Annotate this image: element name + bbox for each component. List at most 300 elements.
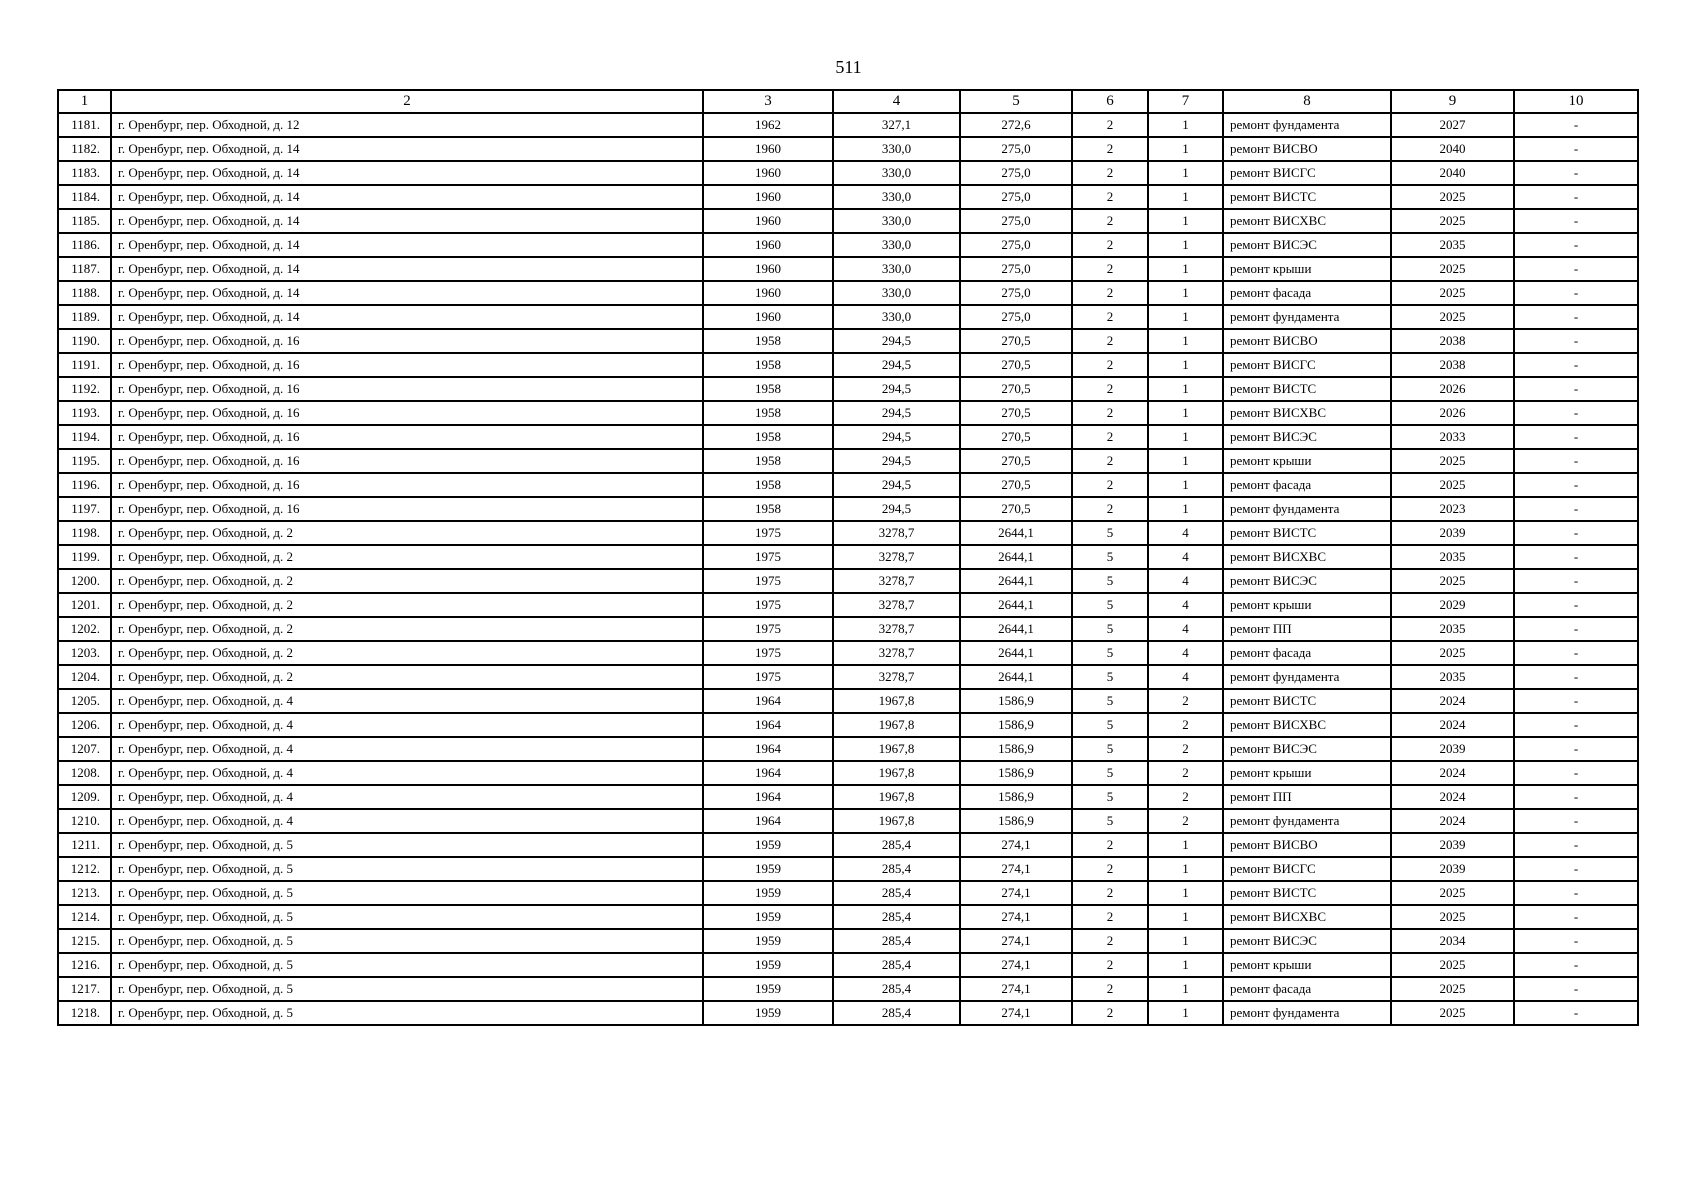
table-row xyxy=(58,185,1638,209)
year-cell: 1959 xyxy=(703,929,833,953)
entrances-cell: 1 xyxy=(1148,401,1223,425)
address-cell: г. Оренбург, пер. Обходной, д. 14 xyxy=(111,185,703,209)
work-type-cell: ремонт ПП xyxy=(1223,617,1391,641)
living-area-cell: 1586,9 xyxy=(960,737,1072,761)
living-area-cell: 1586,9 xyxy=(960,713,1072,737)
area-cell: 330,0 xyxy=(833,233,960,257)
row-number-cell: 1202. xyxy=(58,617,111,641)
table-row xyxy=(58,665,1638,689)
row-number-cell: 1197. xyxy=(58,497,111,521)
address-cell: г. Оренбург, пер. Обходной, д. 16 xyxy=(111,353,703,377)
floors-cell: 2 xyxy=(1072,425,1148,449)
note-cell: - xyxy=(1514,521,1638,545)
floors-cell: 2 xyxy=(1072,401,1148,425)
area-cell: 285,4 xyxy=(833,881,960,905)
address-cell: г. Оренбург, пер. Обходной, д. 4 xyxy=(111,809,703,833)
living-area-cell: 270,5 xyxy=(960,449,1072,473)
living-area-cell: 270,5 xyxy=(960,425,1072,449)
address-cell: г. Оренбург, пер. Обходной, д. 4 xyxy=(111,737,703,761)
year-cell: 1960 xyxy=(703,305,833,329)
row-number-cell: 1183. xyxy=(58,161,111,185)
plan-year-cell: 2025 xyxy=(1391,209,1514,233)
work-type-cell: ремонт фундамента xyxy=(1223,809,1391,833)
row-number-cell: 1198. xyxy=(58,521,111,545)
row-number-cell: 1199. xyxy=(58,545,111,569)
area-cell: 285,4 xyxy=(833,977,960,1001)
plan-year-cell: 2025 xyxy=(1391,1001,1514,1025)
table-row xyxy=(58,377,1638,401)
note-cell: - xyxy=(1514,857,1638,881)
address-cell: г. Оренбург, пер. Обходной, д. 2 xyxy=(111,521,703,545)
table-row xyxy=(58,521,1638,545)
living-area-cell: 275,0 xyxy=(960,305,1072,329)
area-cell: 294,5 xyxy=(833,473,960,497)
note-cell: - xyxy=(1514,665,1638,689)
note-cell: - xyxy=(1514,761,1638,785)
area-cell: 294,5 xyxy=(833,377,960,401)
address-cell: г. Оренбург, пер. Обходной, д. 5 xyxy=(111,953,703,977)
note-cell: - xyxy=(1514,953,1638,977)
address-cell: г. Оренбург, пер. Обходной, д. 14 xyxy=(111,209,703,233)
year-cell: 1958 xyxy=(703,449,833,473)
plan-year-cell: 2025 xyxy=(1391,185,1514,209)
floors-cell: 2 xyxy=(1072,449,1148,473)
area-cell: 3278,7 xyxy=(833,641,960,665)
area-cell: 3278,7 xyxy=(833,545,960,569)
area-cell: 1967,8 xyxy=(833,737,960,761)
entrances-cell: 1 xyxy=(1148,473,1223,497)
year-cell: 1959 xyxy=(703,977,833,1001)
entrances-cell: 1 xyxy=(1148,209,1223,233)
table-row xyxy=(58,257,1638,281)
table-row xyxy=(58,113,1638,137)
note-cell: - xyxy=(1514,833,1638,857)
area-cell: 330,0 xyxy=(833,257,960,281)
year-cell: 1964 xyxy=(703,785,833,809)
work-type-cell: ремонт фундамента xyxy=(1223,497,1391,521)
area-cell: 1967,8 xyxy=(833,761,960,785)
work-type-cell: ремонт ВИСХВС xyxy=(1223,905,1391,929)
work-type-cell: ремонт ВИСЭС xyxy=(1223,233,1391,257)
living-area-cell: 270,5 xyxy=(960,497,1072,521)
note-cell: - xyxy=(1514,425,1638,449)
entrances-cell: 1 xyxy=(1148,929,1223,953)
plan-year-cell: 2039 xyxy=(1391,833,1514,857)
table-row xyxy=(58,425,1638,449)
year-cell: 1960 xyxy=(703,209,833,233)
work-type-cell: ремонт фасада xyxy=(1223,473,1391,497)
area-cell: 330,0 xyxy=(833,305,960,329)
note-cell: - xyxy=(1514,977,1638,1001)
floors-cell: 5 xyxy=(1072,689,1148,713)
row-number-cell: 1201. xyxy=(58,593,111,617)
floors-cell: 2 xyxy=(1072,977,1148,1001)
note-cell: - xyxy=(1514,329,1638,353)
living-area-cell: 2644,1 xyxy=(960,617,1072,641)
plan-year-cell: 2029 xyxy=(1391,593,1514,617)
row-number-cell: 1212. xyxy=(58,857,111,881)
note-cell: - xyxy=(1514,305,1638,329)
work-type-cell: ремонт крыши xyxy=(1223,449,1391,473)
area-cell: 327,1 xyxy=(833,113,960,137)
table-row xyxy=(58,761,1638,785)
entrances-cell: 2 xyxy=(1148,761,1223,785)
year-cell: 1964 xyxy=(703,713,833,737)
entrances-cell: 2 xyxy=(1148,809,1223,833)
plan-year-cell: 2023 xyxy=(1391,497,1514,521)
entrances-cell: 1 xyxy=(1148,425,1223,449)
living-area-cell: 2644,1 xyxy=(960,593,1072,617)
address-cell: г. Оренбург, пер. Обходной, д. 12 xyxy=(111,113,703,137)
year-cell: 1962 xyxy=(703,113,833,137)
area-cell: 1967,8 xyxy=(833,713,960,737)
table-row xyxy=(58,497,1638,521)
area-cell: 3278,7 xyxy=(833,665,960,689)
note-cell: - xyxy=(1514,641,1638,665)
work-type-cell: ремонт ВИСВО xyxy=(1223,329,1391,353)
work-type-cell: ремонт ВИСГС xyxy=(1223,857,1391,881)
area-cell: 294,5 xyxy=(833,449,960,473)
living-area-cell: 270,5 xyxy=(960,377,1072,401)
work-type-cell: ремонт фундамента xyxy=(1223,665,1391,689)
living-area-cell: 274,1 xyxy=(960,857,1072,881)
work-type-cell: ремонт ВИСХВС xyxy=(1223,401,1391,425)
year-cell: 1958 xyxy=(703,473,833,497)
note-cell: - xyxy=(1514,257,1638,281)
table-row xyxy=(58,929,1638,953)
area-cell: 3278,7 xyxy=(833,521,960,545)
entrances-cell: 4 xyxy=(1148,545,1223,569)
table-row xyxy=(58,233,1638,257)
living-area-cell: 274,1 xyxy=(960,1001,1072,1025)
entrances-cell: 4 xyxy=(1148,521,1223,545)
address-cell: г. Оренбург, пер. Обходной, д. 4 xyxy=(111,761,703,785)
row-number-cell: 1206. xyxy=(58,713,111,737)
floors-cell: 5 xyxy=(1072,617,1148,641)
row-number-cell: 1186. xyxy=(58,233,111,257)
address-cell: г. Оренбург, пер. Обходной, д. 2 xyxy=(111,545,703,569)
year-cell: 1964 xyxy=(703,737,833,761)
note-cell: - xyxy=(1514,473,1638,497)
entrances-cell: 1 xyxy=(1148,137,1223,161)
address-cell: г. Оренбург, пер. Обходной, д. 4 xyxy=(111,713,703,737)
address-cell: г. Оренбург, пер. Обходной, д. 14 xyxy=(111,281,703,305)
row-number-cell: 1185. xyxy=(58,209,111,233)
column-header: 6 xyxy=(1072,90,1148,113)
plan-year-cell: 2024 xyxy=(1391,785,1514,809)
work-type-cell: ремонт крыши xyxy=(1223,257,1391,281)
living-area-cell: 270,5 xyxy=(960,401,1072,425)
work-type-cell: ремонт фасада xyxy=(1223,977,1391,1001)
floors-cell: 2 xyxy=(1072,137,1148,161)
living-area-cell: 270,5 xyxy=(960,353,1072,377)
note-cell: - xyxy=(1514,449,1638,473)
living-area-cell: 270,5 xyxy=(960,473,1072,497)
entrances-cell: 1 xyxy=(1148,977,1223,1001)
note-cell: - xyxy=(1514,377,1638,401)
entrances-cell: 1 xyxy=(1148,305,1223,329)
floors-cell: 5 xyxy=(1072,569,1148,593)
column-header: 10 xyxy=(1514,90,1638,113)
plan-year-cell: 2040 xyxy=(1391,137,1514,161)
floors-cell: 5 xyxy=(1072,737,1148,761)
year-cell: 1959 xyxy=(703,833,833,857)
living-area-cell: 1586,9 xyxy=(960,761,1072,785)
work-type-cell: ремонт ВИСТС xyxy=(1223,521,1391,545)
note-cell: - xyxy=(1514,209,1638,233)
table-row xyxy=(58,977,1638,1001)
column-header: 1 xyxy=(58,90,111,113)
work-type-cell: ремонт ВИСТС xyxy=(1223,881,1391,905)
table-row xyxy=(58,305,1638,329)
address-cell: г. Оренбург, пер. Обходной, д. 14 xyxy=(111,257,703,281)
floors-cell: 2 xyxy=(1072,257,1148,281)
entrances-cell: 1 xyxy=(1148,257,1223,281)
table-row xyxy=(58,785,1638,809)
address-cell: г. Оренбург, пер. Обходной, д. 5 xyxy=(111,881,703,905)
address-cell: г. Оренбург, пер. Обходной, д. 2 xyxy=(111,569,703,593)
work-type-cell: ремонт ВИСЭС xyxy=(1223,425,1391,449)
living-area-cell: 274,1 xyxy=(960,881,1072,905)
plan-year-cell: 2033 xyxy=(1391,425,1514,449)
row-number-cell: 1208. xyxy=(58,761,111,785)
work-type-cell: ремонт ВИСЭС xyxy=(1223,737,1391,761)
entrances-cell: 2 xyxy=(1148,785,1223,809)
work-type-cell: ремонт ВИСГС xyxy=(1223,353,1391,377)
table-row xyxy=(58,569,1638,593)
floors-cell: 2 xyxy=(1072,185,1148,209)
plan-year-cell: 2035 xyxy=(1391,665,1514,689)
year-cell: 1960 xyxy=(703,281,833,305)
living-area-cell: 2644,1 xyxy=(960,545,1072,569)
year-cell: 1964 xyxy=(703,809,833,833)
row-number-cell: 1194. xyxy=(58,425,111,449)
table-row xyxy=(58,857,1638,881)
plan-year-cell: 2038 xyxy=(1391,329,1514,353)
work-type-cell: ремонт фундамента xyxy=(1223,305,1391,329)
work-type-cell: ремонт ВИСВО xyxy=(1223,137,1391,161)
table-row xyxy=(58,881,1638,905)
year-cell: 1960 xyxy=(703,185,833,209)
living-area-cell: 274,1 xyxy=(960,905,1072,929)
year-cell: 1958 xyxy=(703,377,833,401)
address-cell: г. Оренбург, пер. Обходной, д. 14 xyxy=(111,233,703,257)
year-cell: 1975 xyxy=(703,569,833,593)
floors-cell: 2 xyxy=(1072,497,1148,521)
address-cell: г. Оренбург, пер. Обходной, д. 16 xyxy=(111,473,703,497)
row-number-cell: 1205. xyxy=(58,689,111,713)
floors-cell: 5 xyxy=(1072,641,1148,665)
note-cell: - xyxy=(1514,617,1638,641)
year-cell: 1959 xyxy=(703,857,833,881)
table-header-row xyxy=(58,90,1638,113)
entrances-cell: 1 xyxy=(1148,857,1223,881)
note-cell: - xyxy=(1514,233,1638,257)
work-type-cell: ремонт фундамента xyxy=(1223,113,1391,137)
entrances-cell: 1 xyxy=(1148,905,1223,929)
plan-year-cell: 2026 xyxy=(1391,377,1514,401)
row-number-cell: 1189. xyxy=(58,305,111,329)
entrances-cell: 1 xyxy=(1148,377,1223,401)
floors-cell: 2 xyxy=(1072,281,1148,305)
table-row xyxy=(58,353,1638,377)
address-cell: г. Оренбург, пер. Обходной, д. 14 xyxy=(111,305,703,329)
table-row xyxy=(58,329,1638,353)
table-row xyxy=(58,689,1638,713)
floors-cell: 5 xyxy=(1072,809,1148,833)
row-number-cell: 1200. xyxy=(58,569,111,593)
year-cell: 1964 xyxy=(703,689,833,713)
living-area-cell: 275,0 xyxy=(960,257,1072,281)
floors-cell: 5 xyxy=(1072,665,1148,689)
table-row xyxy=(58,833,1638,857)
entrances-cell: 1 xyxy=(1148,449,1223,473)
year-cell: 1959 xyxy=(703,953,833,977)
entrances-cell: 2 xyxy=(1148,737,1223,761)
plan-year-cell: 2035 xyxy=(1391,545,1514,569)
address-cell: г. Оренбург, пер. Обходной, д. 14 xyxy=(111,137,703,161)
work-type-cell: ремонт ВИСХВС xyxy=(1223,209,1391,233)
plan-year-cell: 2025 xyxy=(1391,569,1514,593)
note-cell: - xyxy=(1514,185,1638,209)
entrances-cell: 1 xyxy=(1148,497,1223,521)
living-area-cell: 275,0 xyxy=(960,209,1072,233)
row-number-cell: 1217. xyxy=(58,977,111,1001)
floors-cell: 2 xyxy=(1072,113,1148,137)
area-cell: 285,4 xyxy=(833,929,960,953)
table-row xyxy=(58,137,1638,161)
entrances-cell: 1 xyxy=(1148,953,1223,977)
entrances-cell: 1 xyxy=(1148,881,1223,905)
address-cell: г. Оренбург, пер. Обходной, д. 16 xyxy=(111,401,703,425)
area-cell: 285,4 xyxy=(833,953,960,977)
living-area-cell: 2644,1 xyxy=(960,665,1072,689)
floors-cell: 2 xyxy=(1072,233,1148,257)
plan-year-cell: 2035 xyxy=(1391,233,1514,257)
column-header: 4 xyxy=(833,90,960,113)
plan-year-cell: 2027 xyxy=(1391,113,1514,137)
living-area-cell: 275,0 xyxy=(960,137,1072,161)
row-number-cell: 1184. xyxy=(58,185,111,209)
entrances-cell: 1 xyxy=(1148,329,1223,353)
year-cell: 1959 xyxy=(703,881,833,905)
area-cell: 330,0 xyxy=(833,161,960,185)
plan-year-cell: 2025 xyxy=(1391,305,1514,329)
note-cell: - xyxy=(1514,881,1638,905)
plan-year-cell: 2024 xyxy=(1391,713,1514,737)
address-cell: г. Оренбург, пер. Обходной, д. 2 xyxy=(111,593,703,617)
floors-cell: 2 xyxy=(1072,929,1148,953)
address-cell: г. Оренбург, пер. Обходной, д. 4 xyxy=(111,785,703,809)
work-type-cell: ремонт крыши xyxy=(1223,593,1391,617)
note-cell: - xyxy=(1514,689,1638,713)
work-type-cell: ремонт ВИСХВС xyxy=(1223,713,1391,737)
year-cell: 1960 xyxy=(703,233,833,257)
plan-year-cell: 2038 xyxy=(1391,353,1514,377)
living-area-cell: 275,0 xyxy=(960,281,1072,305)
column-header: 5 xyxy=(960,90,1072,113)
year-cell: 1975 xyxy=(703,521,833,545)
table-row xyxy=(58,473,1638,497)
year-cell: 1975 xyxy=(703,617,833,641)
note-cell: - xyxy=(1514,497,1638,521)
entrances-cell: 2 xyxy=(1148,713,1223,737)
address-cell: г. Оренбург, пер. Обходной, д. 5 xyxy=(111,977,703,1001)
year-cell: 1958 xyxy=(703,497,833,521)
work-type-cell: ремонт крыши xyxy=(1223,953,1391,977)
note-cell: - xyxy=(1514,401,1638,425)
floors-cell: 2 xyxy=(1072,905,1148,929)
area-cell: 294,5 xyxy=(833,497,960,521)
address-cell: г. Оренбург, пер. Обходной, д. 5 xyxy=(111,905,703,929)
work-type-cell: ремонт ВИСГС xyxy=(1223,161,1391,185)
row-number-cell: 1187. xyxy=(58,257,111,281)
plan-year-cell: 2024 xyxy=(1391,689,1514,713)
work-type-cell: ремонт ВИСЭС xyxy=(1223,569,1391,593)
address-cell: г. Оренбург, пер. Обходной, д. 2 xyxy=(111,617,703,641)
year-cell: 1958 xyxy=(703,401,833,425)
address-cell: г. Оренбург, пер. Обходной, д. 16 xyxy=(111,377,703,401)
table-row xyxy=(58,737,1638,761)
note-cell: - xyxy=(1514,809,1638,833)
area-cell: 285,4 xyxy=(833,905,960,929)
year-cell: 1975 xyxy=(703,545,833,569)
address-cell: г. Оренбург, пер. Обходной, д. 16 xyxy=(111,449,703,473)
note-cell: - xyxy=(1514,545,1638,569)
note-cell: - xyxy=(1514,281,1638,305)
floors-cell: 5 xyxy=(1072,593,1148,617)
work-type-cell: ремонт ВИСТС xyxy=(1223,377,1391,401)
area-cell: 294,5 xyxy=(833,425,960,449)
entrances-cell: 1 xyxy=(1148,185,1223,209)
area-cell: 330,0 xyxy=(833,137,960,161)
floors-cell: 5 xyxy=(1072,713,1148,737)
living-area-cell: 274,1 xyxy=(960,833,1072,857)
row-number-cell: 1195. xyxy=(58,449,111,473)
table-row xyxy=(58,641,1638,665)
living-area-cell: 275,0 xyxy=(960,233,1072,257)
table-row xyxy=(58,905,1638,929)
row-number-cell: 1193. xyxy=(58,401,111,425)
entrances-cell: 4 xyxy=(1148,641,1223,665)
note-cell: - xyxy=(1514,905,1638,929)
address-cell: г. Оренбург, пер. Обходной, д. 14 xyxy=(111,161,703,185)
address-cell: г. Оренбург, пер. Обходной, д. 16 xyxy=(111,497,703,521)
note-cell: - xyxy=(1514,353,1638,377)
year-cell: 1960 xyxy=(703,161,833,185)
living-area-cell: 2644,1 xyxy=(960,569,1072,593)
living-area-cell: 274,1 xyxy=(960,929,1072,953)
table-row xyxy=(58,161,1638,185)
note-cell: - xyxy=(1514,929,1638,953)
floors-cell: 2 xyxy=(1072,833,1148,857)
year-cell: 1975 xyxy=(703,641,833,665)
area-cell: 330,0 xyxy=(833,185,960,209)
floors-cell: 2 xyxy=(1072,305,1148,329)
work-type-cell: ремонт ВИСВО xyxy=(1223,833,1391,857)
area-cell: 294,5 xyxy=(833,353,960,377)
row-number-cell: 1191. xyxy=(58,353,111,377)
year-cell: 1960 xyxy=(703,137,833,161)
area-cell: 285,4 xyxy=(833,857,960,881)
plan-year-cell: 2039 xyxy=(1391,857,1514,881)
year-cell: 1958 xyxy=(703,329,833,353)
entrances-cell: 1 xyxy=(1148,281,1223,305)
living-area-cell: 1586,9 xyxy=(960,809,1072,833)
plan-year-cell: 2025 xyxy=(1391,449,1514,473)
table-row xyxy=(58,617,1638,641)
plan-year-cell: 2040 xyxy=(1391,161,1514,185)
